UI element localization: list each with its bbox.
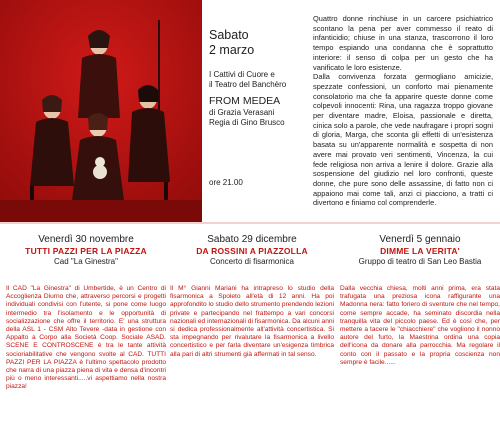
column-body-text: Il CAD "La Ginestra" di Umbertide, è un Centro di Accoglienza Diurno che, attraverso percorsi e progetti individuali condivisi con l'utente, si pone come luogo intermedio tra l'isolamento e le opportunità di socializzazione che offre il territorio. E' una struttura della ASL 1 - CSM Alto Tevere -data in gestione con Appalto a Corpo alla Società Coop. Sociale ASAD. SCENE E CONTROSCENE è tra le tante attività socioriabilitative che vengono svolte al CAD. TUTTI PAZZI PER LA PIAZZA è l'ultimo spettacolo prodotto che narra di una piazza piena di vita e densa d'incontri più o meno interessanti.....vi aspettiamo nella nostra piazza!	[6, 285, 166, 391]
show-description	[313, 14, 493, 208]
description-paragraph: Quattro donne rinchiuse in un carcere psichiatrico scontano la pena per aver commesso il reato di infanticidio; chiuse in una stanza, trascorrono il loro tempo espiando una condanna che è soprattutto interiore: il senso di colpa per un gesto che ha vanificato le loro esistenze.	[313, 14, 493, 72]
column-body-text: Dalla vecchia chiesa, molti anni prima, era stata trafugata una preziosa icona raffigurante una Madonna nera: fatto foriero di sventure che nel tempo, come sempre accade, ha seminato discordia nella tranquilla vita del piccolo paese. Ed è così che, per mettere a tacere le "chiacchiere" che vogliono il nonno autore del furto, la Maestrina ordina una copia dell'icona da donare alla parrocchia. Ma regolare il conto con il passato e la propria coscienza non sempre è facile......	[340, 285, 500, 366]
event-show-title: FROM MEDEA	[209, 95, 281, 107]
column-subtitle: Cad "La Ginestra"	[54, 257, 118, 266]
event-date: 2 marzo	[209, 43, 255, 57]
column-date: Venerdì 30 novembre	[38, 234, 134, 245]
event-column-1	[6, 234, 166, 392]
event-director: Regia di Gino Brusco	[209, 118, 285, 127]
column-body	[6, 285, 166, 392]
event-time: ore 21.00	[209, 178, 243, 187]
performance-photo	[0, 0, 202, 222]
column-title: DIMME LA VERITA'	[380, 246, 460, 256]
column-title: DA ROSSINI A PIAZZOLLA	[196, 246, 308, 256]
column-body	[340, 285, 500, 367]
event-column-3	[340, 234, 500, 367]
event-info	[209, 28, 309, 187]
stage-illustration	[0, 0, 202, 222]
event-column-2	[170, 234, 334, 359]
section-divider	[0, 222, 500, 224]
column-body	[170, 285, 334, 359]
column-subtitle: Gruppo di teatro di San Leo Bastia	[358, 257, 482, 266]
column-body-text: Il M° Gianni Mariani ha intrapreso lo studio della fisarmonica a Spoleto all'età di 12 anni. Ha poi approfondito lo studio dello strumento prendendo lezioni private e partecipando nel frattempo a vari concorsi nazionali ed internazionali di fisarmonica. Da alcuni anni si dedica professionalmente all'attività concertistica. Si sta impegnando per rivalutare la fisarmonica a livello concertistico e per farla diventare un'esigenza timbrica alla pari di altri strumenti già affermati in tal senso.	[170, 285, 334, 358]
column-subtitle: Concerto di fisarmonica	[209, 257, 295, 266]
event-day: Sabato	[209, 28, 249, 42]
column-date: Venerdì 5 gennaio	[379, 234, 461, 245]
event-author: di Grazia Verasani	[209, 108, 275, 117]
event-company-line2: il Teatro del Banchèro	[209, 80, 287, 89]
description-paragraph: Dalla convivenza forzata germogliano amicizie, spezzate confessioni, un conforto mai pienamente consolatorio ma che fa apparire queste donne come colpevoli innocenti: Rina, una ragazza troppo giovane per diventare madre, Eloisa, passionale e diretta, cinica solo a parole, che vede naufragare i propri sogni di gloria, Marga, che sconta gli effetti di un'esistenza basata su un'apparente normalità e sospetta di non avere mai provato veri sentimenti, Vincenza, la cui fede religiosa non arriva a lenire il dolore. Grazie alla sospensione del giudizio nel loro confronti, queste donne, che pure sono delle assassine, di fatto non ci appaiono mai come tali, anzi ci piacciono, a tratti ci divertono e finiamo col comprenderle.	[313, 72, 493, 208]
column-title: TUTTI PAZZI PER LA PIAZZA	[25, 246, 147, 256]
column-date: Sabato 29 dicembre	[207, 234, 297, 245]
event-company-line1: I Cattivi di Cuore e	[209, 70, 275, 79]
